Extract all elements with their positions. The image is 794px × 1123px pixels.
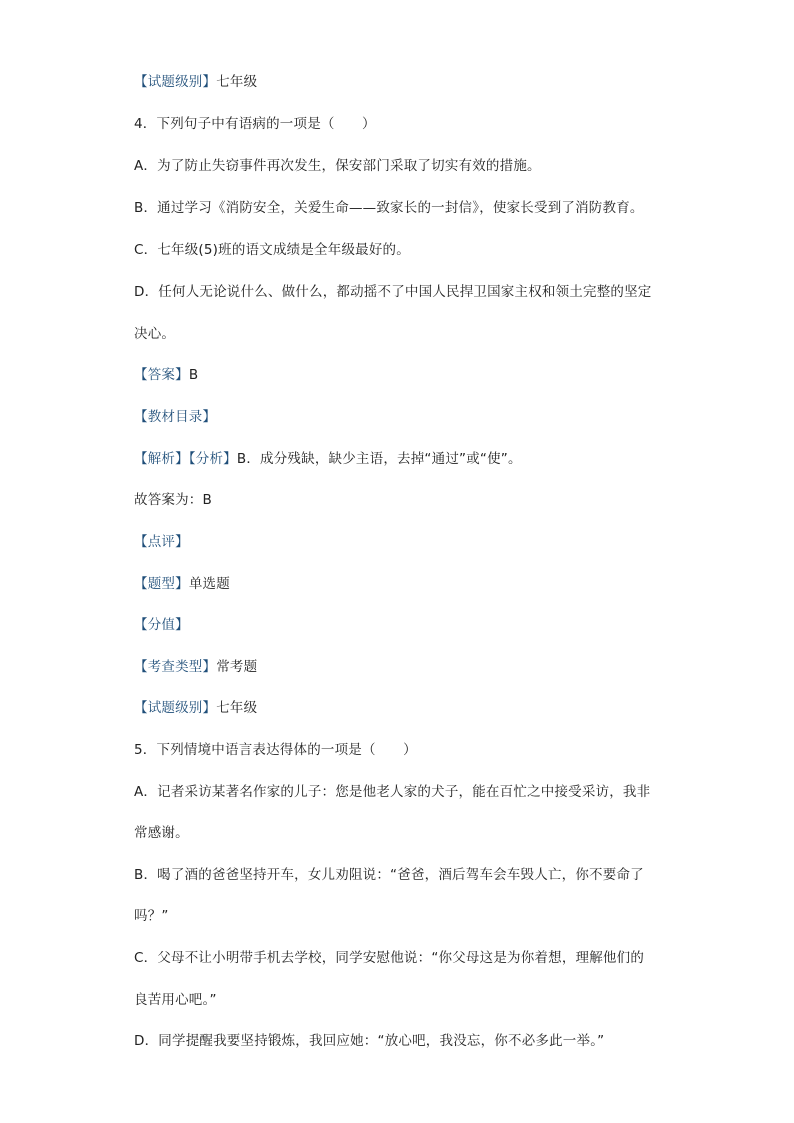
label-comment: 【点评】 bbox=[134, 534, 189, 550]
option-a-text-cont: 常感谢。 bbox=[134, 825, 189, 841]
question-5-option-c bbox=[134, 949, 644, 967]
label-answer: 【答案】 bbox=[134, 367, 189, 383]
option-d-text-cont: 决心。 bbox=[134, 326, 176, 342]
option-c-text: C．父母不让小明带手机去学校，同学安慰他说：“你父母这是为你着想，理解他们的 bbox=[134, 950, 645, 966]
label-question-type: 【题型】 bbox=[134, 576, 189, 592]
option-d-text: D．同学提醒我要坚持锻炼，我回应她：“放心吧，我没忘，你不必多此一举。” bbox=[134, 1033, 605, 1049]
question-4-option-d bbox=[134, 283, 652, 301]
option-b-text: B．通过学习《消防安全，关爱生命——致家长的一封信》，使家长受到了消防教育。 bbox=[134, 200, 644, 216]
question-4-option-b bbox=[134, 199, 644, 217]
question-5-option-b-cont bbox=[134, 907, 169, 925]
line-level-2 bbox=[134, 699, 257, 717]
option-c-text: C．七年级(5)班的语文成绩是全年级最好的。 bbox=[134, 242, 410, 258]
option-d-text: D．任何人无论说什么、做什么，都动摇不了中国人民捍卫国家主权和领土完整的坚定 bbox=[134, 284, 652, 300]
question-5-option-c-cont bbox=[134, 991, 217, 1009]
question-5-text: 5．下列情境中语言表达得体的一项是（ ） bbox=[134, 742, 417, 758]
question-type-value: 单选题 bbox=[188, 576, 230, 592]
option-b-text: B．喝了酒的爸爸坚持开车，女儿劝阻说：“爸爸，酒后驾车会车毁人亡，你不要命了 bbox=[134, 867, 644, 883]
question-4-text: 4．下列句子中有语病的一项是（ ） bbox=[134, 116, 376, 132]
question-4-option-a bbox=[134, 157, 541, 175]
option-a-text: A．记者采访某著名作家的儿子：您是他老人家的犬子，能在百忙之中接受采访，我非 bbox=[134, 784, 651, 800]
line-question-type bbox=[134, 575, 230, 593]
option-b-text-cont: 吗？” bbox=[134, 908, 169, 924]
line-level-1 bbox=[134, 73, 257, 91]
option-a-text: A．为了防止失窃事件再次发生，保安部门采取了切实有效的措施。 bbox=[134, 158, 541, 174]
label-score: 【分值】 bbox=[134, 617, 189, 633]
question-5-option-d bbox=[134, 1032, 604, 1050]
label-level: 【试题级别】 bbox=[134, 74, 217, 90]
question-5-option-b bbox=[134, 866, 644, 884]
line-analysis bbox=[134, 450, 522, 468]
label-analysis: 【解析】【分析】 bbox=[134, 451, 237, 467]
line-textbook-catalog bbox=[134, 408, 216, 426]
line-final-answer bbox=[134, 491, 212, 509]
question-4-stem bbox=[134, 115, 376, 133]
final-answer-text: 故答案为：B bbox=[134, 492, 212, 508]
option-c-text-cont: 良苦用心吧。” bbox=[134, 992, 217, 1008]
level-value: 七年级 bbox=[216, 74, 258, 90]
question-5-stem bbox=[134, 741, 417, 759]
level-value: 七年级 bbox=[216, 700, 258, 716]
answer-value: B bbox=[188, 367, 199, 383]
question-4-option-d-cont bbox=[134, 325, 175, 343]
line-comment bbox=[134, 533, 189, 551]
question-5-option-a-cont bbox=[134, 824, 189, 842]
label-exam-type: 【考查类型】 bbox=[134, 659, 217, 675]
line-exam-type bbox=[134, 658, 257, 676]
label-textbook-catalog: 【教材目录】 bbox=[134, 409, 217, 425]
label-level: 【试题级别】 bbox=[134, 700, 217, 716]
question-4-option-c bbox=[134, 241, 410, 259]
line-answer bbox=[134, 366, 198, 384]
question-5-option-a bbox=[134, 783, 650, 801]
line-score bbox=[134, 616, 189, 634]
exam-type-value: 常考题 bbox=[216, 659, 258, 675]
analysis-text: B．成分残缺，缺少主语，去掉“通过”或“使”。 bbox=[236, 451, 522, 467]
